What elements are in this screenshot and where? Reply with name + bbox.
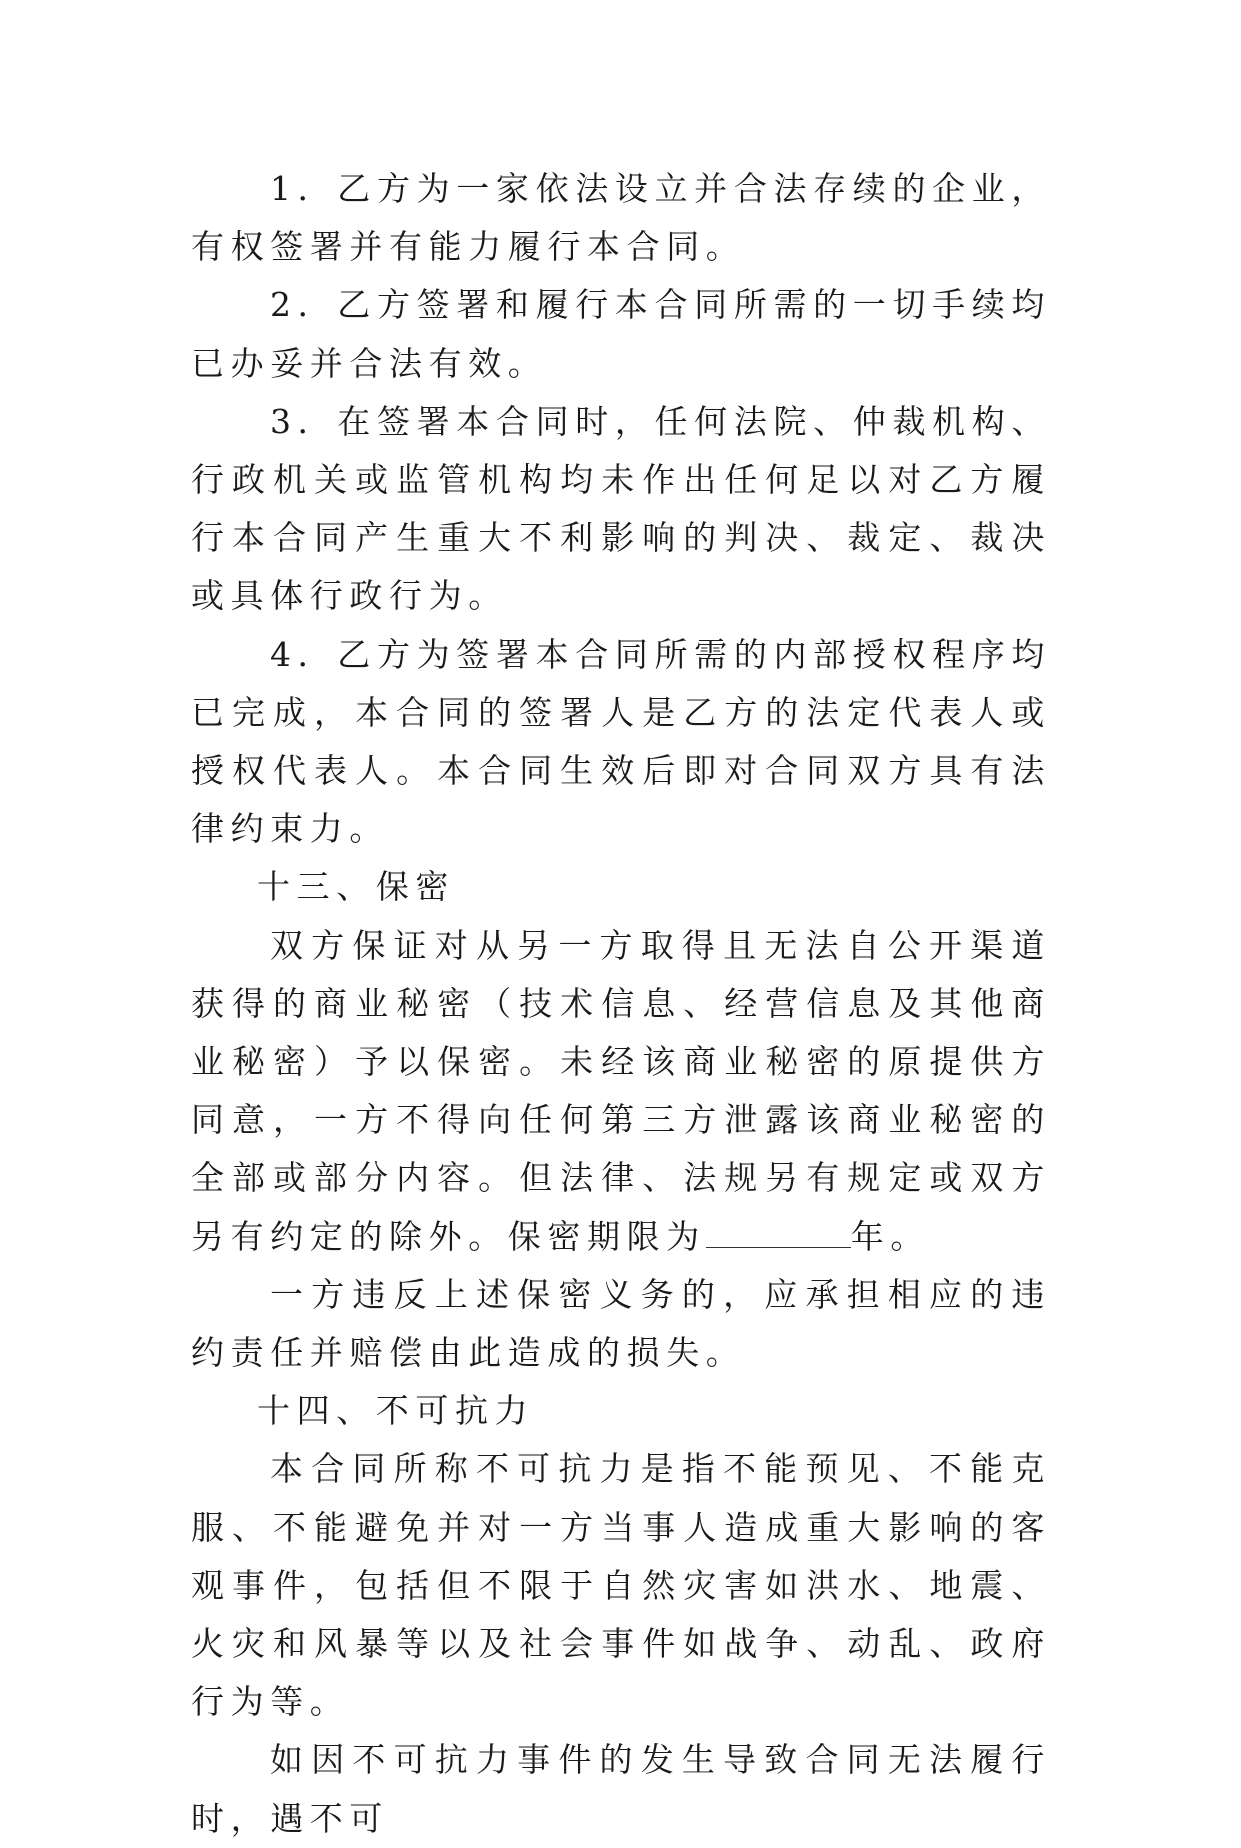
- section-heading-confidentiality: 十三、保密: [257, 867, 455, 907]
- confidentiality-text: 双方保证对从另一方取得且无法自公开渠道获得的商业秘密（技术信息、经营信息及其他商业秘密）予以保密。未经该商业秘密的原提供方同意，一方不得向任何第三方泄露该商业秘密的全部或部分内容。但法律、法规另有规定或双方另有约定的除外。保密期限为: [191, 925, 1051, 1256]
- force-majeure-definition: 本合同所称不可抗力是指不能预见、不能克服、不能避免并对一方当事人造成重大影响的客观事件，包括但不限于自然灾害如洪水、地震、火灾和风暴等以及社会事件如战争、动乱、政府行为等。: [191, 1449, 1051, 1722]
- clause-3: 3．在签署本合同时，任何法院、仲裁机构、行政机关或监管机构均未作出任何足以对乙方履行本合同产生重大不利影响的判决、裁定、裁决或具体行政行为。: [191, 401, 1051, 616]
- breach-paragraph: 一方违反上述保密义务的，应承担相应的违约责任并赔偿由此造成的损失。: [191, 1274, 1051, 1373]
- confidentiality-term-blank[interactable]: [706, 1219, 851, 1248]
- clause-4: 4．乙方为签署本合同所需的内部授权程序均已完成，本合同的签署人是乙方的法定代表人或授权代表人。本合同生效后即对合同双方具有法律约束力。: [191, 634, 1051, 849]
- force-majeure-paragraph: 如因不可抗力事件的发生导致合同无法履行时，遇不可: [191, 1740, 1051, 1838]
- section-heading-force-majeure: 十四、不可抗力: [257, 1391, 535, 1431]
- confidentiality-paragraph: [191, 917, 1051, 1266]
- clause-1: 1．乙方为一家依法设立并合法存续的企业，有权签署并有能力履行本合同。: [191, 169, 1051, 267]
- clause-2: 2．乙方签署和履行本合同所需的一切手续均已办妥并合法有效。: [191, 285, 1051, 383]
- confidentiality-term-unit: 年。: [850, 1216, 931, 1256]
- document-page: [191, 160, 1051, 1848]
